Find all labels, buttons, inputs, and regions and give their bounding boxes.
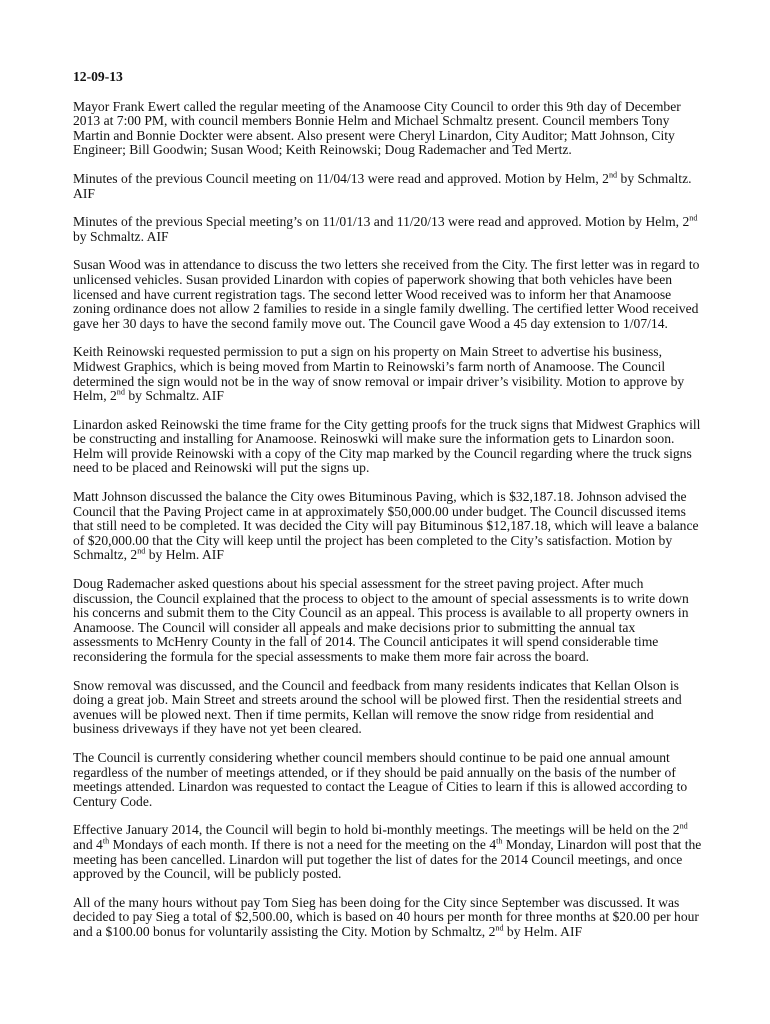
paragraph-text: by Schmaltz. AIF xyxy=(73,170,692,201)
paragraph-special-assessment xyxy=(73,577,703,665)
paragraph-text: Mondays of each month. If there is not a need for the meeting on the 4 xyxy=(109,836,497,852)
paragraph-text: Doug Rademacher asked questions about his special assessment for the street paving project. After much discussion, the Council explained that the process to object to the amount of special assessments is to write down his concerns and submit them to the City Council as an appeal. This process is available to all property owners in Anamoose. The Council will consider all appeals and make decisions prior to submitting the annual tax assessments to McHenry County in the fall of 2014. The Council anticipates it will spend considerable time reconsidering the formula for the special assessments to make them more fair across the board. xyxy=(73,576,689,664)
ordinal-suffix: nd xyxy=(608,170,618,180)
paragraph-text: Snow removal was discussed, and the Council and feedback from many residents indicates that Kellan Olson is doing a great job. Main Street and streets around the school will be plowed first. Then the residential streets and avenues will be plowed next. Then if time permits, Kellan will remove the snow ridge from residential and business driveways if they have not yet been cleared. xyxy=(73,677,682,737)
ordinal-suffix: nd xyxy=(495,923,504,933)
paragraph-text: by Schmaltz. AIF xyxy=(73,228,169,244)
paragraph-text: by Helm. AIF xyxy=(503,923,583,939)
paragraph-text: Keith Reinowski requested permission to put a sign on his property on Main Street to advertise his business, Midwest Graphics, which is being moved from Martin to Reinowski’s farm north of Anamoose. The Council determined the sign would not be in the way of snow removal or impair driver’s visibility. Motion to approve by Helm, 2 xyxy=(73,344,685,404)
paragraph-bi-monthly-meetings xyxy=(73,823,703,881)
paragraph-text: by Schmaltz. AIF xyxy=(124,388,224,404)
meeting-date: 12-09-13 xyxy=(73,69,123,84)
ordinal-suffix: th xyxy=(496,836,503,846)
paragraph-text: Minutes of the previous Special meeting’s on 11/01/13 and 11/20/13 were read and approved. Motion by Helm, 2 xyxy=(73,214,690,230)
paragraph-truck-signs xyxy=(73,418,703,476)
paragraph-text: Minutes of the previous Council meeting on 11/04/13 were read and approved. Motion by Helm, 2 xyxy=(73,170,609,186)
ordinal-suffix: nd xyxy=(137,546,146,556)
paragraph-text: and 4 xyxy=(73,836,103,852)
ordinal-suffix: nd xyxy=(679,821,688,831)
paragraph-call-to-order xyxy=(73,100,703,158)
paragraph-text: Monday, Linardon will post that the meeting has been cancelled. Linardon will put together the list of dates for the 2014 Council meetings, and once approved by the Council, will be publicly posted. xyxy=(73,836,702,882)
paragraph-council-pay xyxy=(73,751,703,809)
ordinal-suffix: th xyxy=(102,836,110,846)
paragraph-text: by Helm. AIF xyxy=(145,547,224,563)
paragraph-sign-request xyxy=(73,345,703,403)
paragraph-text: Effective January 2014, the Council will begin to hold bi-monthly meetings. The meetings will be held on the 2 xyxy=(73,822,680,838)
ordinal-suffix: nd xyxy=(689,213,698,223)
paragraph-paving-balance xyxy=(73,490,703,563)
paragraph-susan-wood xyxy=(73,258,703,331)
paragraph-snow-removal xyxy=(73,679,703,737)
paragraph-text: All of the many hours without pay Tom Sieg has been doing for the City since September was discussed. It was decided to pay Sieg a total of $2,500.00, which is based on 40 hours per month for three months at $20.00 per hour and a $100.00 bonus for voluntarily assisting the City. Motion by Schmaltz, 2 xyxy=(73,894,699,939)
paragraph-council-minutes xyxy=(73,172,703,201)
paragraph-text: Matt Johnson discussed the balance the City owes Bituminous Paving, which is $32,187.18. Johnson advised the Council that the Paving Project came in at approximately $50,000.00 under budget. The Council discussed items that still need to be completed. It was decided the City will pay Bituminous $12,187.18, which will leave a balance of $20,000.00 that the City will keep until the project has been completed to the City’s satisfaction. Motion by Schmaltz, 2 xyxy=(73,489,699,563)
paragraph-text: Susan Wood was in attendance to discuss the two letters she received from the City. The first letter was in regard to unlicensed vehicles. Susan provided Linardon with copies of paperwork showing that both vehicles have been licensed and have current registration tags. The second letter Wood received was to inform her that Anamoose zoning ordinance does not allow 2 families to reside in a single family dwelling. The certified letter Wood received gave her 30 days to have the second family move out. The Council gave Wood a 45 day extension to 1/07/14. xyxy=(73,257,700,331)
paragraph-text: Mayor Frank Ewert called the regular meeting of the Anamoose City Council to order this 9th day of December 2013 at 7:00 PM, with council members Bonnie Helm and Michael Schmaltz present. Council members Tony Martin and Bonnie Dockter were absent. Also present were Cheryl Linardon, City Auditor; Matt Johnson, City Engineer; Bill Goodwin; Susan Wood; Keith Reinowski; Doug Rademacher and Ted Mertz. xyxy=(73,98,681,158)
paragraph-special-minutes xyxy=(73,215,703,244)
paragraph-tom-sieg-pay xyxy=(73,896,703,940)
paragraph-text: The Council is currently considering whether council members should continue to be paid one annual amount regardless of the number of meetings attended, or if they should be paid annually on the basis of the number of meetings attended. Linardon was requested to contact the League of Cities to learn if this is allowed according to Century Code. xyxy=(73,749,688,809)
paragraph-text: Linardon asked Reinowski the time frame for the City getting proofs for the truck signs that Midwest Graphics will be constructing and installing for Anamoose. Reinoswki will make sure the information gets to Linardon soon. Helm will provide Reinowski with a copy of the City map marked by the Council regarding where the truck signs need to be placed and Reinowski will put the signs up. xyxy=(73,416,701,476)
ordinal-suffix: nd xyxy=(116,387,125,397)
meeting-minutes-document xyxy=(73,70,703,954)
